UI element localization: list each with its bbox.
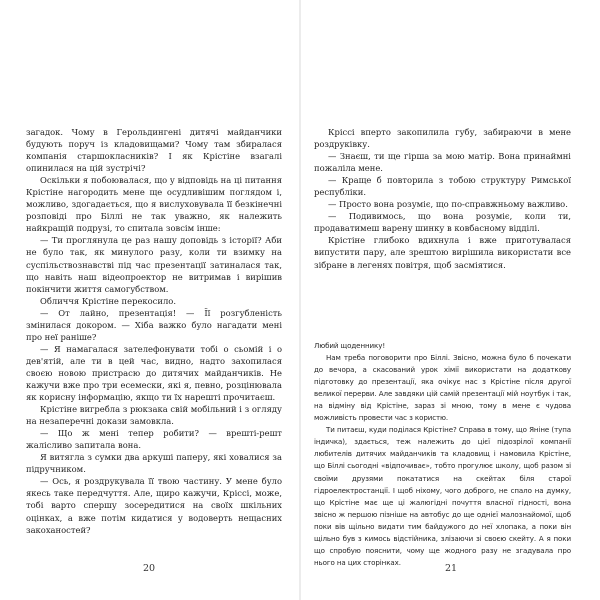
paragraph: — Ось, я роздрукувала її твою частину. У мене було якесь таке передчуття. Але, щиро кажучи, Кріссі, може, тобі варто спершу зосередитися на своїх шкільних оцінках, а вже потім кидатися у водоверть нещасних закоханостей? bbox=[26, 476, 282, 535]
paragraph: — Знаєш, ти ще гірша за мою матір. Вона принаймні пожаліла мене. bbox=[314, 151, 571, 174]
paragraph: — От лайно, презентація! — Її розгубленість змінилася докором. — Хіба важко було нагадати мені про неї раніше? bbox=[26, 307, 282, 342]
paragraph: загадок. Чому в Герольдингені дитячі майданчики будують поруч із кладовищами? Чому там збиралася компанія старшокласників? І як Крістіне взагалі опинилася на цій зустрічі? bbox=[26, 127, 282, 174]
paragraph: — Краще б повторила з тобою структуру Римської республіки. bbox=[314, 175, 571, 198]
left-page-text bbox=[26, 126, 282, 536]
paragraph: Я витягла з сумки два аркуші паперу, які ховалися за підручником. bbox=[26, 452, 282, 475]
paragraph: Кріссі вперто закопилила губу, забираючи в мене роздруківку. bbox=[314, 127, 571, 150]
paragraph: Оскільки я побоювалася, що у відповідь на ці питання Крістіне нагородить мене ще осудливішим поглядом і, можливо, здогадається, що я вислуховувала її безкінечні розповіді про Біллі не так уважно, як належить найкращій подрузі, то спитала зовсім інше: bbox=[26, 175, 282, 234]
paragraph: — Що ж мені тепер робити? — врешті-решт жалісливо запитала вона. bbox=[26, 428, 282, 451]
page-number: 21 bbox=[445, 563, 458, 574]
page-number: 20 bbox=[143, 563, 156, 574]
paragraph: — Ти проглянула це раз нашу доповідь з історії? Аби не було так, як минулого разу, коли ти взимку на суспільствознавстві під час презентації затиналася так, що навіть наш відеопроектор не витримав і вирішив покінчити життя самогубством. bbox=[26, 235, 282, 294]
paragraph: Крістіне вигребла з рюкзака свій мобільний і з огляду на незаперечні докази замовкла. bbox=[26, 404, 282, 427]
paragraph: — Подивимось, що вона розуміє, коли ти, продаватимеш варену шинку в ковбасному відділі. bbox=[314, 211, 571, 234]
paragraph: Крістіне глибоко вдихнула і вже приготувалася випустити пару, але зрештою вирішила використати все зібране в легенях повітря, щоб засміятися. bbox=[314, 235, 571, 270]
diary-paragraph: Нам треба поговорити про Біллі. Звісно, можна було б почекати до вечора, а скасований урок хімії використати на додаткову підготовку до презентації, яка очікує нас з Крістіне після другої великої перерви. Але завдяки цій самій презентації мій ноутбук і так, на відміну від Крістіне, зараз зі мною, тому в мене є чудова можливість провести час з користю. bbox=[314, 353, 571, 423]
paragraph: — Просто вона розуміє, що по-справжньому важливо. bbox=[328, 199, 568, 210]
paragraph: — Я намагалася зателефонувати тобі о сьомій і о дев'ятій, але ти в цей час, видно, надто захопилася своєю новою пристрасю до дитячих майданчиків. Не кажучи вже про три есемески, які я, певно, розцінювала як корисну інформацію, якщо ти їх нарешті прочитаєш. bbox=[26, 343, 282, 403]
right-page-text bbox=[314, 126, 571, 271]
paragraph: Обличчя Крістіне перекосило. bbox=[40, 295, 176, 306]
diary-paragraph: Ти питаєш, куди поділася Крістіне? Справа в тому, що Яніне (тупа індичка), здається, теж належить до цієї підозрілої компанії любителів дитячих майданчиків та кладовищ і намовила Крістіне, що Біллі сьогодні «відпочиває», тобто прогулює школу, щоб разом зі своїми друзями покататися на скейтах біля старої гідроелектростанції. І щоб ніхому, чого доброго, не спало на думку, що Крістіне має ще ці жалюгідні почуття власної гідності, вона звісно ж першою пізніше на автобус до ще однієї малознайомої, щоб поки вів щільно видати тим байдужого до неї хлопака, а поки він щільно був з кимось відстійника, злізаючи зі своєю скейту. А я поки що спробую пояснити, чому ще жодного разу не згадувала про нього на цих сторінках. bbox=[314, 425, 571, 567]
diary-greeting: Любий щоденнику! bbox=[314, 341, 386, 350]
diary-entry bbox=[314, 340, 571, 569]
right-page bbox=[300, 0, 600, 600]
